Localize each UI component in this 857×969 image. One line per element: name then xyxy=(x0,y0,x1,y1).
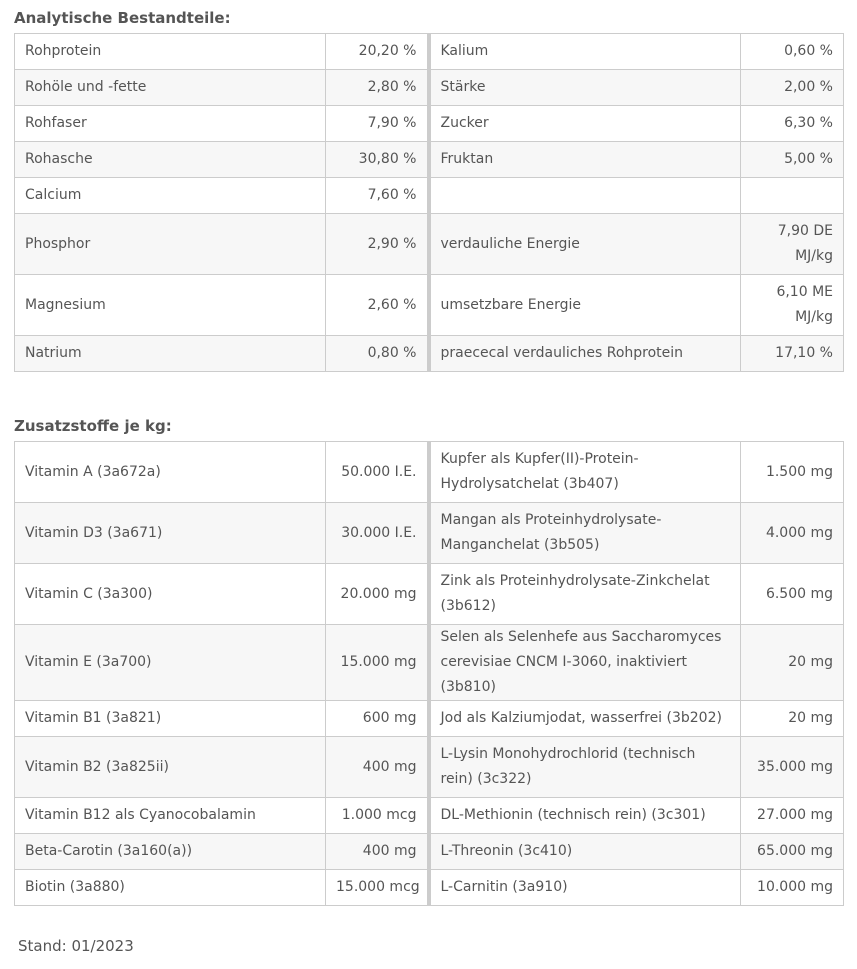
nutrient-name: Rohprotein xyxy=(15,34,326,70)
additive-name: Beta-Carotin (3a160(a)) xyxy=(15,834,326,870)
additive-name: Biotin (3a880) xyxy=(15,870,326,906)
additive-value: 1.000 mcg xyxy=(326,798,429,834)
nutrient-value: 0,60 % xyxy=(741,34,844,70)
additive-value: 20 mg xyxy=(741,701,844,737)
table-row xyxy=(15,336,844,372)
additive-name: Mangan als Proteinhydrolysate-Manganchelat (3b505) xyxy=(429,503,741,564)
table-row xyxy=(15,34,844,70)
additive-name: Jod als Kalziumjodat, wasserfrei (3b202) xyxy=(429,701,741,737)
additive-value: 30.000 I.E. xyxy=(326,503,429,564)
additive-value: 35.000 mg xyxy=(741,737,844,798)
additive-value: 1.500 mg xyxy=(741,442,844,503)
nutrient-name: umsetzbare Energie xyxy=(429,275,741,336)
additive-value: 50.000 I.E. xyxy=(326,442,429,503)
additive-name: L-Lysin Monohydrochlorid (technisch rein) (3c322) xyxy=(429,737,741,798)
additive-name: Kupfer als Kupfer(II)-Protein-Hydrolysatchelat (3b407) xyxy=(429,442,741,503)
nutrient-name: Rohasche xyxy=(15,142,326,178)
additive-value: 400 mg xyxy=(326,737,429,798)
nutrient-value: 17,10 % xyxy=(741,336,844,372)
nutrient-name: Phosphor xyxy=(15,214,326,275)
nutrient-name: Zucker xyxy=(429,106,741,142)
nutrient-value: 5,00 % xyxy=(741,142,844,178)
nutrient-name xyxy=(429,178,741,214)
additive-value: 6.500 mg xyxy=(741,564,844,625)
additive-value: 20 mg xyxy=(741,625,844,701)
additive-name: Vitamin A (3a672a) xyxy=(15,442,326,503)
nutrient-value: 2,90 % xyxy=(326,214,429,275)
nutrient-name: verdauliche Energie xyxy=(429,214,741,275)
zusatzstoffe-body xyxy=(15,442,844,906)
nutrient-name: Kalium xyxy=(429,34,741,70)
nutrient-value: 2,00 % xyxy=(741,70,844,106)
table-row xyxy=(15,737,844,798)
analytische-table xyxy=(14,33,844,372)
nutrient-name: Natrium xyxy=(15,336,326,372)
analytische-body xyxy=(15,34,844,372)
additive-value: 27.000 mg xyxy=(741,798,844,834)
table-row xyxy=(15,870,844,906)
table-row xyxy=(15,106,844,142)
additive-value: 600 mg xyxy=(326,701,429,737)
table-row xyxy=(15,798,844,834)
stand-date: Stand: 01/2023 xyxy=(18,937,134,955)
additive-value: 20.000 mg xyxy=(326,564,429,625)
additive-name: L-Carnitin (3a910) xyxy=(429,870,741,906)
table-row xyxy=(15,701,844,737)
zusatzstoffe-table xyxy=(14,441,844,906)
nutrient-value: 30,80 % xyxy=(326,142,429,178)
table-row xyxy=(15,625,844,701)
nutrient-value: 2,80 % xyxy=(326,70,429,106)
additive-value: 10.000 mg xyxy=(741,870,844,906)
additive-value: 4.000 mg xyxy=(741,503,844,564)
additive-name: L-Threonin (3c410) xyxy=(429,834,741,870)
additive-name: Zink als Proteinhydrolysate-Zinkchelat (3b612) xyxy=(429,564,741,625)
nutrient-value: 7,90 DE MJ/kg xyxy=(741,214,844,275)
additive-name: Selen als Selenhefe aus Saccharomyces cerevisiae CNCM I-3060, inaktiviert (3b810) xyxy=(429,625,741,701)
additive-name: Vitamin D3 (3a671) xyxy=(15,503,326,564)
additive-name: Vitamin B2 (3a825ii) xyxy=(15,737,326,798)
additive-value: 15.000 mg xyxy=(326,625,429,701)
nutrient-value: 7,60 % xyxy=(326,178,429,214)
nutrient-name: Rohöle und -fette xyxy=(15,70,326,106)
nutrient-value: 6,30 % xyxy=(741,106,844,142)
additive-value: 15.000 mcg xyxy=(326,870,429,906)
table-row xyxy=(15,178,844,214)
table-row xyxy=(15,442,844,503)
nutrient-name: Fruktan xyxy=(429,142,741,178)
nutrient-name: Magnesium xyxy=(15,275,326,336)
nutrient-value: 6,10 ME MJ/kg xyxy=(741,275,844,336)
nutrient-name: Stärke xyxy=(429,70,741,106)
table-row xyxy=(15,142,844,178)
additive-name: Vitamin B1 (3a821) xyxy=(15,701,326,737)
table-row xyxy=(15,503,844,564)
table-row xyxy=(15,564,844,625)
nutrient-name: Rohfaser xyxy=(15,106,326,142)
additive-name: Vitamin B12 als Cyanocobalamin xyxy=(15,798,326,834)
additive-name: Vitamin C (3a300) xyxy=(15,564,326,625)
table-row xyxy=(15,275,844,336)
table-row xyxy=(15,70,844,106)
nutrient-value xyxy=(741,178,844,214)
analytische-title: Analytische Bestandteile: xyxy=(14,9,231,27)
additive-name: Vitamin E (3a700) xyxy=(15,625,326,701)
nutrient-name: praececal verdauliches Rohprotein xyxy=(429,336,741,372)
nutrient-value: 20,20 % xyxy=(326,34,429,70)
additive-name: DL-Methionin (technisch rein) (3c301) xyxy=(429,798,741,834)
nutrient-value: 0,80 % xyxy=(326,336,429,372)
table-row xyxy=(15,214,844,275)
nutrient-value: 2,60 % xyxy=(326,275,429,336)
zusatzstoffe-title: Zusatzstoffe je kg: xyxy=(14,417,172,435)
additive-value: 400 mg xyxy=(326,834,429,870)
nutrient-value: 7,90 % xyxy=(326,106,429,142)
table-row xyxy=(15,834,844,870)
nutrient-name: Calcium xyxy=(15,178,326,214)
additive-value: 65.000 mg xyxy=(741,834,844,870)
